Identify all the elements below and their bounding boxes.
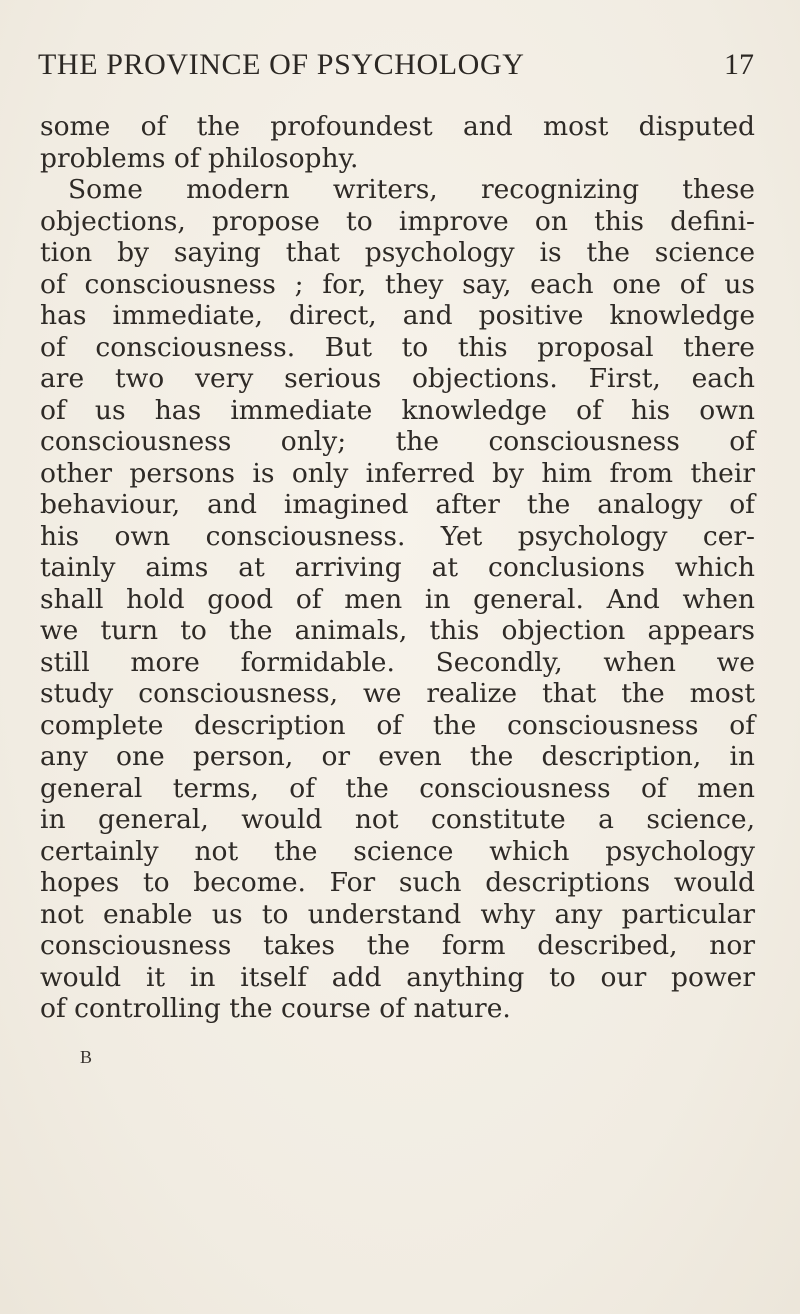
text-line: any one person, or even the description, in — [40, 741, 755, 772]
text-line: study consciousness, we realize that the most — [40, 678, 755, 709]
text-line: shall hold good of men in general. And when — [40, 583, 755, 615]
running-head — [38, 45, 754, 85]
text-line: general terms, of the consciousness of men — [40, 772, 755, 804]
text-line: objections, propose to improve on this defini- — [40, 205, 755, 237]
text-line: of controlling the course of nature. — [40, 993, 511, 1024]
page-number: 17 — [724, 48, 754, 81]
text-line: are two very serious objections. First, each — [40, 363, 755, 394]
paragraph-start-line: Some modern writers, recognizing these — [68, 174, 755, 205]
text-line: certainly not the science which psychology — [40, 835, 755, 867]
text-line: not enable us to understand why any particular — [40, 898, 755, 930]
text-line: hopes to become. For such descriptions would — [40, 867, 755, 898]
text-line: tion by saying that psychology is the science — [40, 237, 755, 268]
text-line: we turn to the animals, this objection appears — [40, 615, 755, 646]
body-text — [40, 111, 755, 1025]
text-line: of us has immediate knowledge of his own — [40, 394, 755, 426]
running-title: THE PROVINCE OF PSYCHOLOGY — [38, 48, 525, 81]
text-line: has immediate, direct, and positive knowledge — [40, 300, 755, 331]
text-line: complete description of the consciousness of — [40, 709, 755, 741]
text-line: his own consciousness. Yet psychology cer- — [40, 520, 755, 552]
text-line: consciousness only; the consciousness of — [40, 426, 755, 457]
signature-mark: B — [80, 1047, 94, 1067]
text-line: consciousness takes the form described, nor — [40, 930, 755, 961]
text-line: in general, would not constitute a science, — [40, 804, 755, 835]
text-line: of consciousness ; for, they say, each one of us — [40, 268, 755, 300]
text-line: would it in itself add anything to our power — [40, 961, 755, 993]
text-line: of consciousness. But to this proposal there — [40, 331, 755, 363]
text-line: behaviour, and imagined after the analogy of — [40, 489, 755, 520]
text-line: still more formidable. Secondly, when we — [40, 646, 755, 678]
text-line: tainly aims at arriving at conclusions which — [40, 552, 755, 583]
text-line: some of the profoundest and most disputed — [40, 111, 755, 142]
text-line: other persons is only inferred by him from their — [40, 457, 755, 489]
text-line: problems of philosophy. — [40, 142, 359, 174]
